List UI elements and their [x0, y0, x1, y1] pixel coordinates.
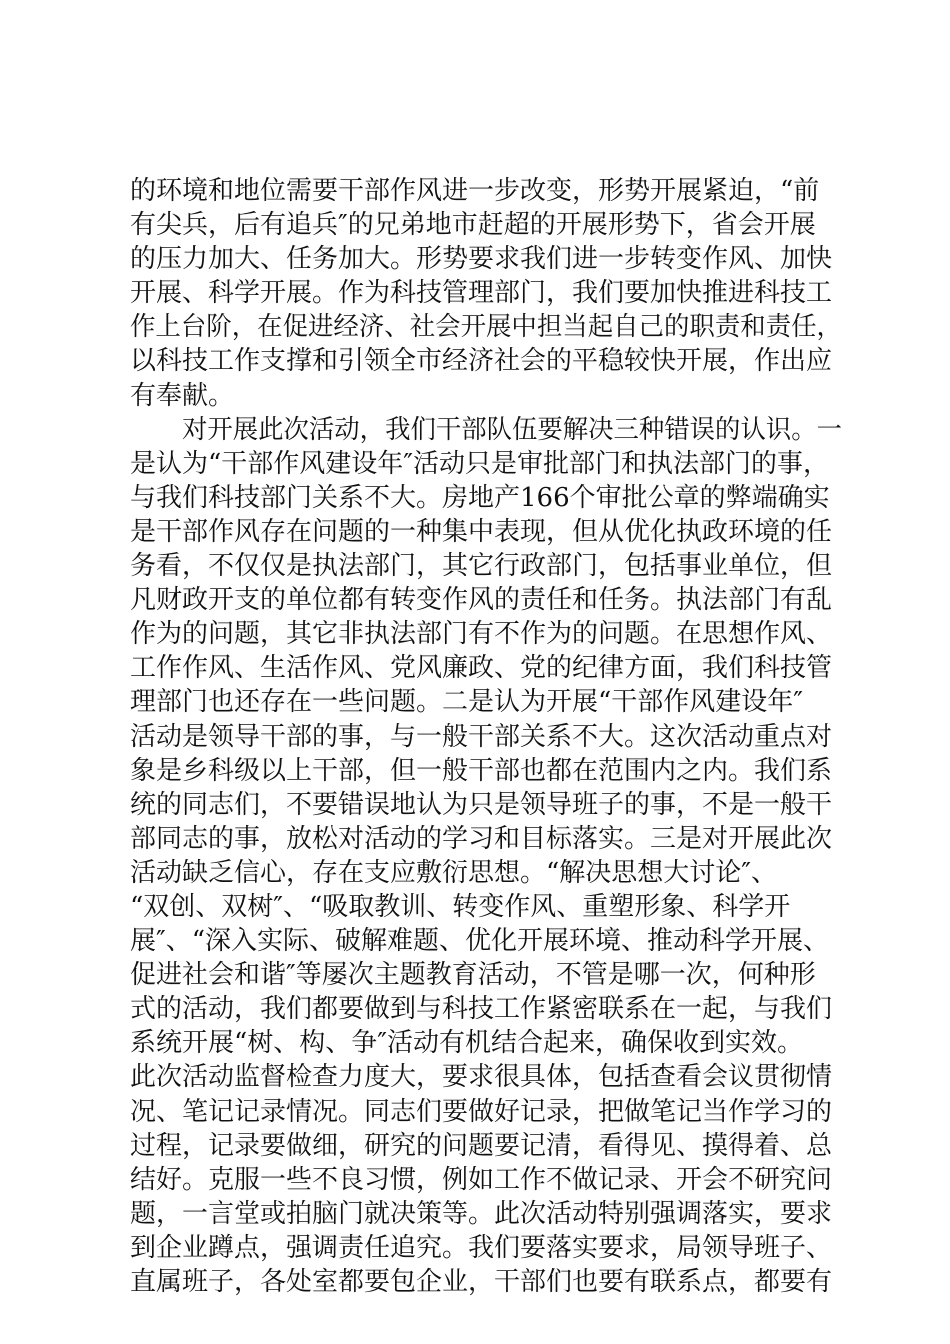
text-line: 象是乡科级以上干部，但一般干部也都在范围内之内。我们系 — [130, 755, 833, 786]
text-line: 此次活动监督检查力度大，要求很具体，包括查看会议贯彻情 — [130, 1062, 833, 1093]
text-line: 工作作风、生活作风、党风廉政、党的纪律方面，我们科技管 — [130, 653, 833, 684]
text-line: 的环境和地位需要干部作风进一步改变，形势开展紧迫，“前 — [130, 176, 820, 206]
text-line: 式的活动，我们都要做到与科技工作紧密联系在一起，与我们 — [130, 994, 833, 1025]
text-line: 活动缺乏信心，存在支应敷衍思想。“解决思想大讨论″、 — [130, 857, 778, 888]
text-line: 到企业蹲点，强调责任追究。我们要落实要求，局领导班子、 — [130, 1232, 833, 1263]
text-line: 开展、科学开展。作为科技管理部门，我们要加快推进科技工 — [130, 278, 833, 309]
text-line: 促进社会和谐″等屡次主题教育活动，不管是哪一次，何种形 — [130, 960, 816, 991]
text-line: 的压力加大、任务加大。形势要求我们进一步转变作风、加快 — [130, 244, 833, 275]
text-line: 以科技工作支撑和引领全市经济社会的平稳较快开展，作出应 — [130, 346, 833, 377]
text-line: 题，一言堂或拍脑门就决策等。此次活动特别强调落实，要求 — [130, 1198, 833, 1229]
text-line: 务看，不仅仅是执法部门，其它行政部门，包括事业单位，但 — [130, 551, 833, 582]
text-line: 是认为“干部作风建设年″活动只是审批部门和执法部门的事， — [130, 448, 830, 479]
body-text — [130, 174, 842, 1299]
text-line: 作为的问题，其它非执法部门有不作为的问题。在思想作风、 — [130, 619, 833, 650]
paragraph-first-line: 对开展此次活动，我们干部队伍要解决三种错误的认识。一 — [182, 414, 842, 445]
text-line: 有尖兵，后有追兵″的兄弟地市赶超的开展形势下，省会开展 — [130, 210, 816, 241]
text-line: “双创、双树″、“吸取教训、转变作风、重塑形象、科学开 — [130, 891, 791, 922]
text-line: 活动是领导干部的事，与一般干部关系不大。这次活动重点对 — [130, 721, 833, 752]
text-line: 与我们科技部门关系不大。房地产166个审批公章的弊端确实 — [130, 482, 830, 513]
text-line: 系统开展“树、构、争″活动有机结合起来，确保收到实效。 — [130, 1028, 804, 1059]
text-line: 结好。克服一些不良习惯，例如工作不做记录、开会不研究问 — [130, 1164, 833, 1195]
text-line: 凡财政开支的单位都有转变作风的责任和任务。执法部门有乱 — [130, 585, 833, 616]
text-line: 展″、“深入实际、破解难题、优化开展环境、推动科学开展、 — [130, 926, 830, 957]
text-line: 是干部作风存在问题的一种集中表现，但从优化执政环境的任 — [130, 516, 833, 547]
text-line: 有奉献。 — [130, 380, 235, 411]
text-line: 部同志的事，放松对活动的学习和目标落实。三是对开展此次 — [130, 823, 833, 854]
text-line: 过程，记录要做细，研究的问题要记清，看得见、摸得着、总 — [130, 1130, 833, 1161]
text-line: 理部门也还存在一些问题。二是认为开展“干部作风建设年″ — [130, 687, 804, 718]
text-line: 统的同志们，不要错误地认为只是领导班子的事，不是一般干 — [130, 789, 833, 820]
text-line: 况、笔记记录情况。同志们要做好记录，把做笔记当作学习的 — [130, 1096, 833, 1127]
text-line: 作上台阶，在促进经济、社会开展中担当起自己的职责和责任， — [130, 312, 842, 343]
text-line: 直属班子，各处室都要包企业，干部们也要有联系点，都要有 — [130, 1267, 833, 1297]
